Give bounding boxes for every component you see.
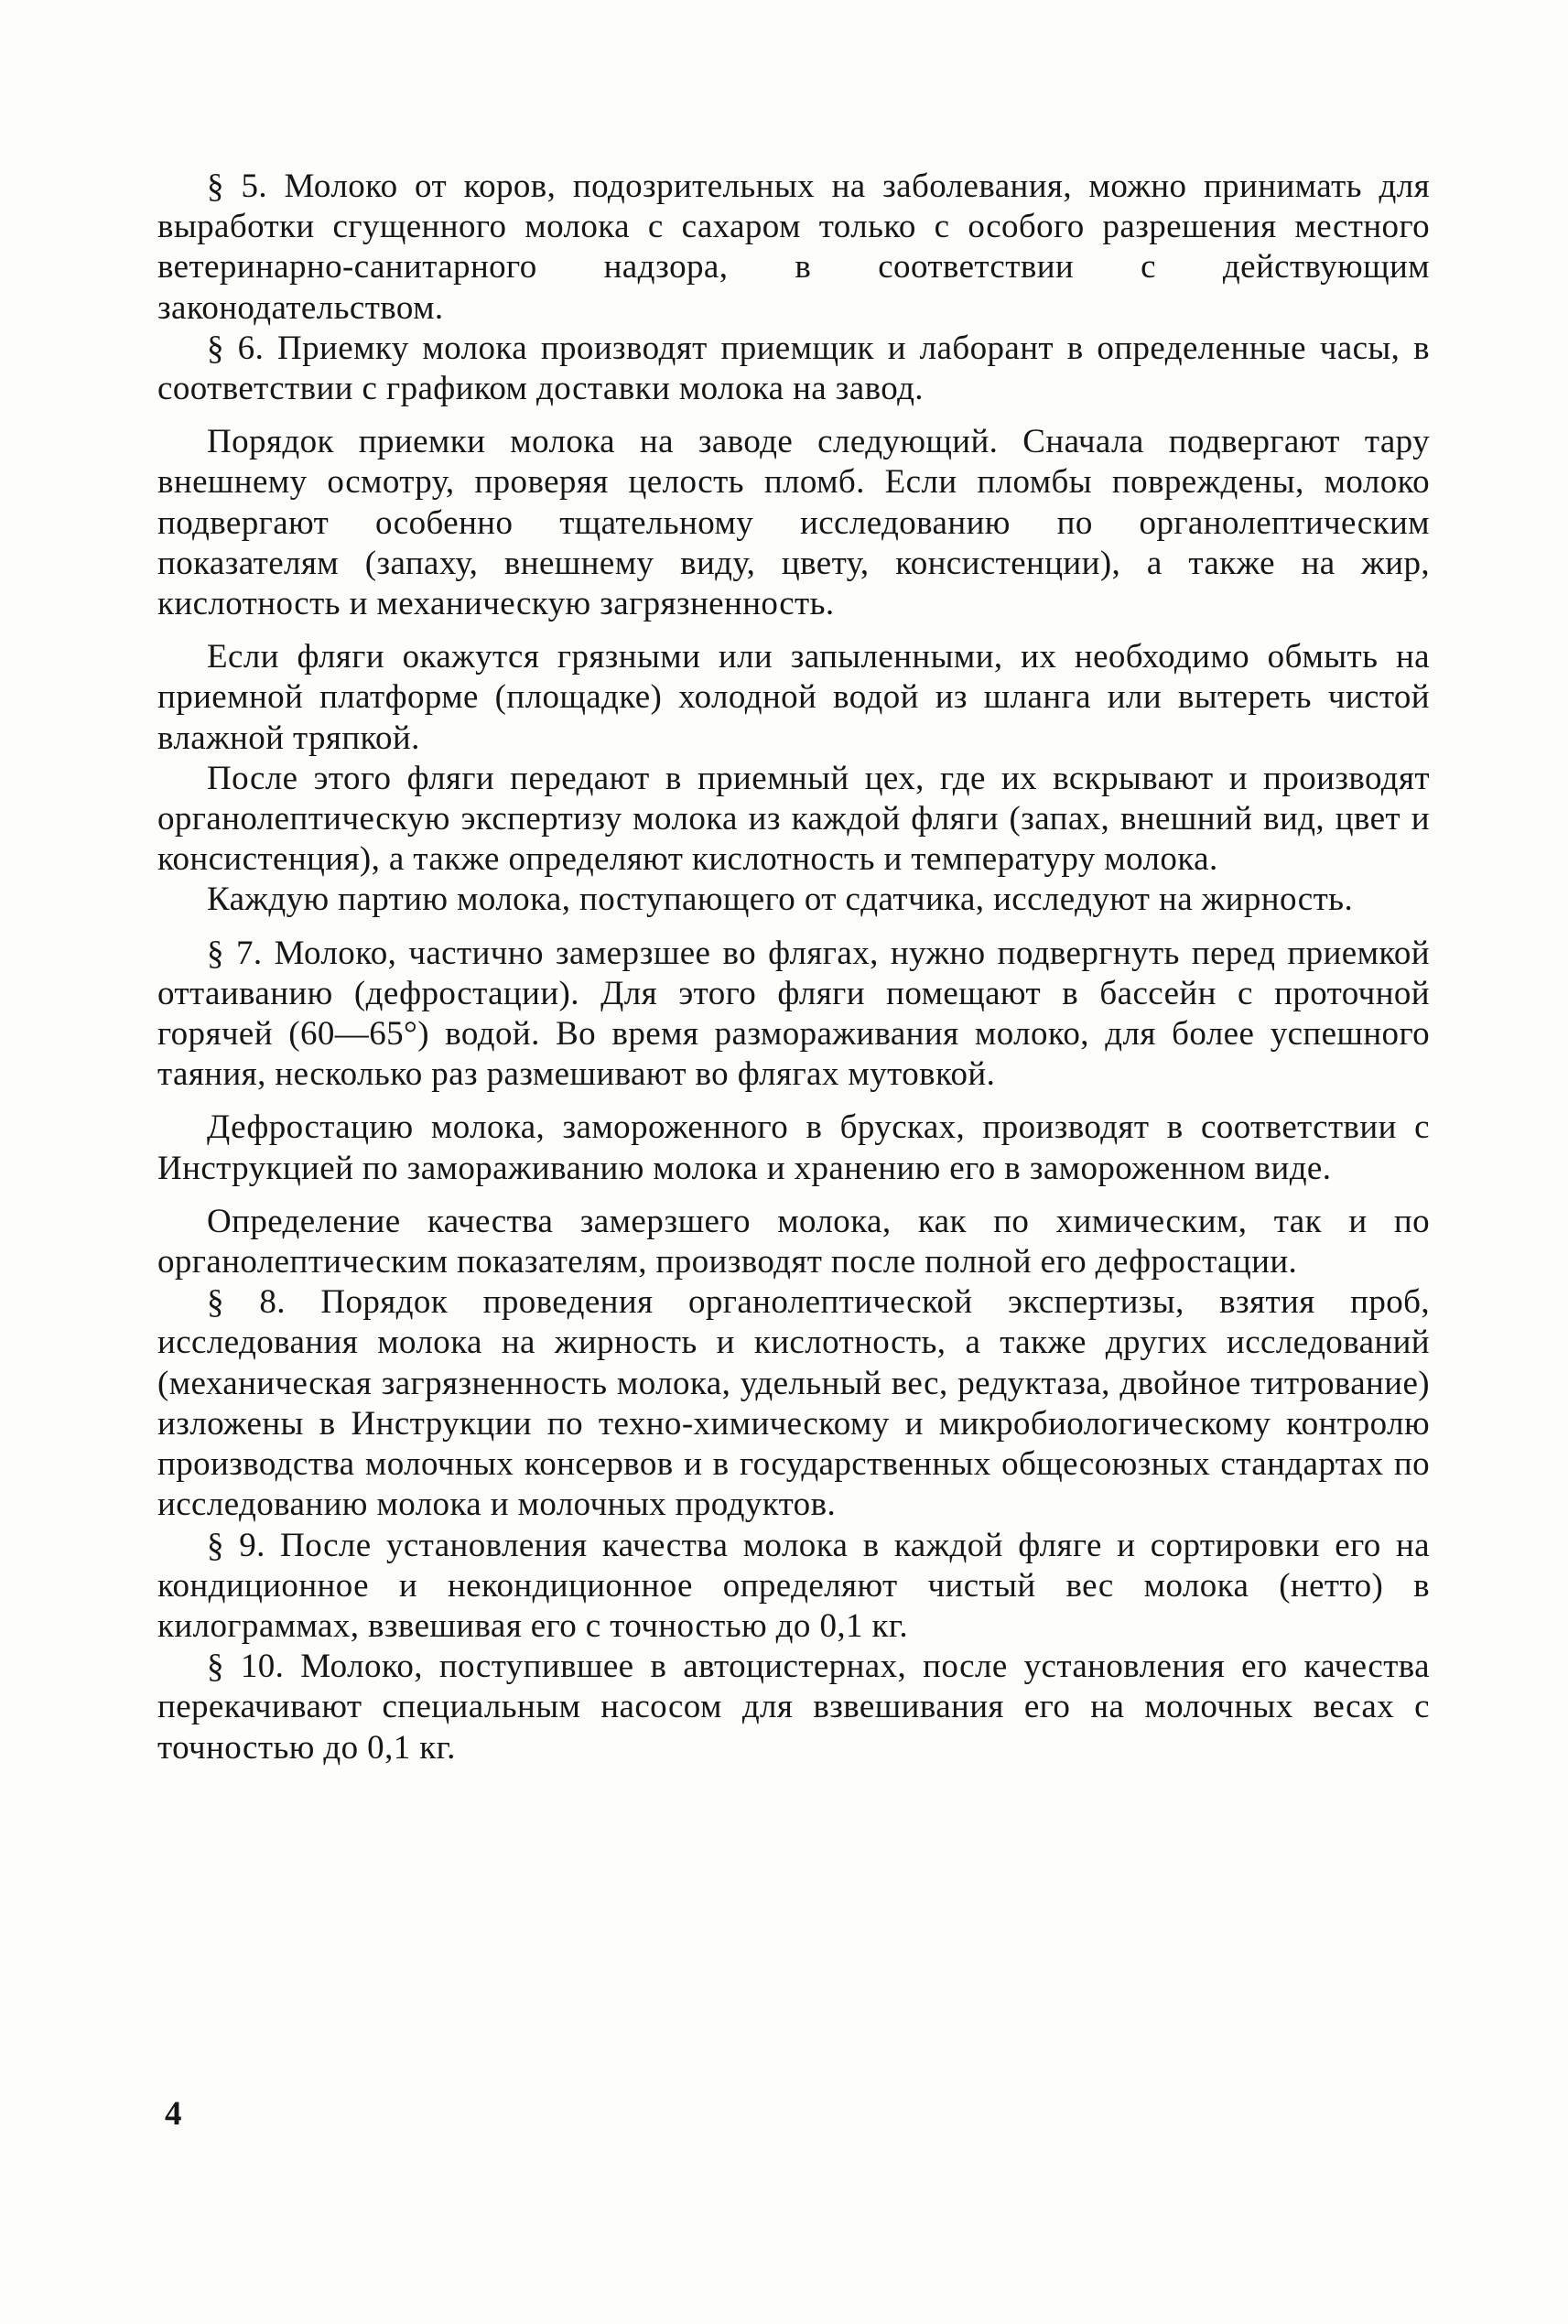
paragraph-receiving-shop: После этого фляги передают в приемный цех, где их вскрывают и производят органолептическую экспертизу молока из каждой фляги (запах, внешний вид, цвет и консистенция), а также определяют кислотность и температуру молока. <box>157 759 1430 879</box>
paragraph-section-5: § 5. Молоко от коров, подозрительных на заболевания, можно принимать для выработки сгущенного молока с сахаром только с особого разрешения местного ветеринарно-санитарного надзора, в соответствии с действующим законодательством. <box>157 168 1430 327</box>
paragraph-section-8: § 8. Порядок проведения органолептической экспертизы, взятия проб, исследования молока на жирность и кислотность, а также других исследований (механическая загрязненность молока, удельный вес, редуктаза, двойное титрование) изложены в Инструкции по техно-химическому и микробиологическому контролю производства молочных консервов и в государственных общесоюзных стандартах по исследованию молока и молочных продуктов. <box>157 1283 1430 1524</box>
paragraph-frozen-quality: Определение качества замерзшего молока, как по химическим, так и по органолептическим показателям, производят после полной его дефростации. <box>157 1202 1430 1281</box>
paragraph-dirty-flasks: Если фляги окажутся грязными или запыленными, их необходимо обмыть на приемной платформе (площадке) холодной водой из шланга или вытереть чистой влажной тряпкой. <box>157 638 1430 757</box>
paragraph-section-7: § 7. Молоко, частично замерзшее во флягах, нужно подвергнуть перед приемкой оттаиванию (дефростации). Для этого фляги помещают в бассейн с проточной горячей (60—65°) водой. Во время размораживания молоко, для более успешного таяния, несколько раз размешивают во флягах мутовкой. <box>157 934 1430 1094</box>
paragraph-fat-content: Каждую партию молока, поступающего от сдатчика, исследуют на жирность. <box>207 881 1354 919</box>
paragraph-section-10: § 10. Молоко, поступившее в автоцистернах, после установления его качества перекачивают специальным насосом для взвешивания его на молочных весах с точностью до 0,1 кг. <box>157 1648 1430 1767</box>
paragraph-section-9: § 9. После установления качества молока в каждой фляге и сортировки его на кондиционное и некондиционное определяют чистый вес молока (нетто) в килограммах, взвешивая его с точностью до 0,1 кг. <box>157 1526 1430 1645</box>
page-number: 4 <box>165 2095 182 2133</box>
paragraph-defrosting-bars: Дефростацию молока, замороженного в брусках, производят в соответствии с Инструкцией по замораживанию молока и хранению его в замороженном виде. <box>157 1108 1430 1187</box>
paragraph-section-6: § 6. Приемку молока производят приемщик и лаборант в определенные часы, в соответствии с графиком доставки молока на завод. <box>157 329 1430 408</box>
body-text <box>157 167 1430 1768</box>
paragraph-acceptance-order: Порядок приемки молока на заводе следующий. Сначала подвергают тару внешнему осмотру, проверяя целость пломб. Если пломбы повреждены, молоко подвергают особенно тщательному исследованию по органолептическим показателям (запаху, внешнему виду, цвету, консистенции), а также на жир, кислотность и механическую загрязненность. <box>157 423 1430 623</box>
